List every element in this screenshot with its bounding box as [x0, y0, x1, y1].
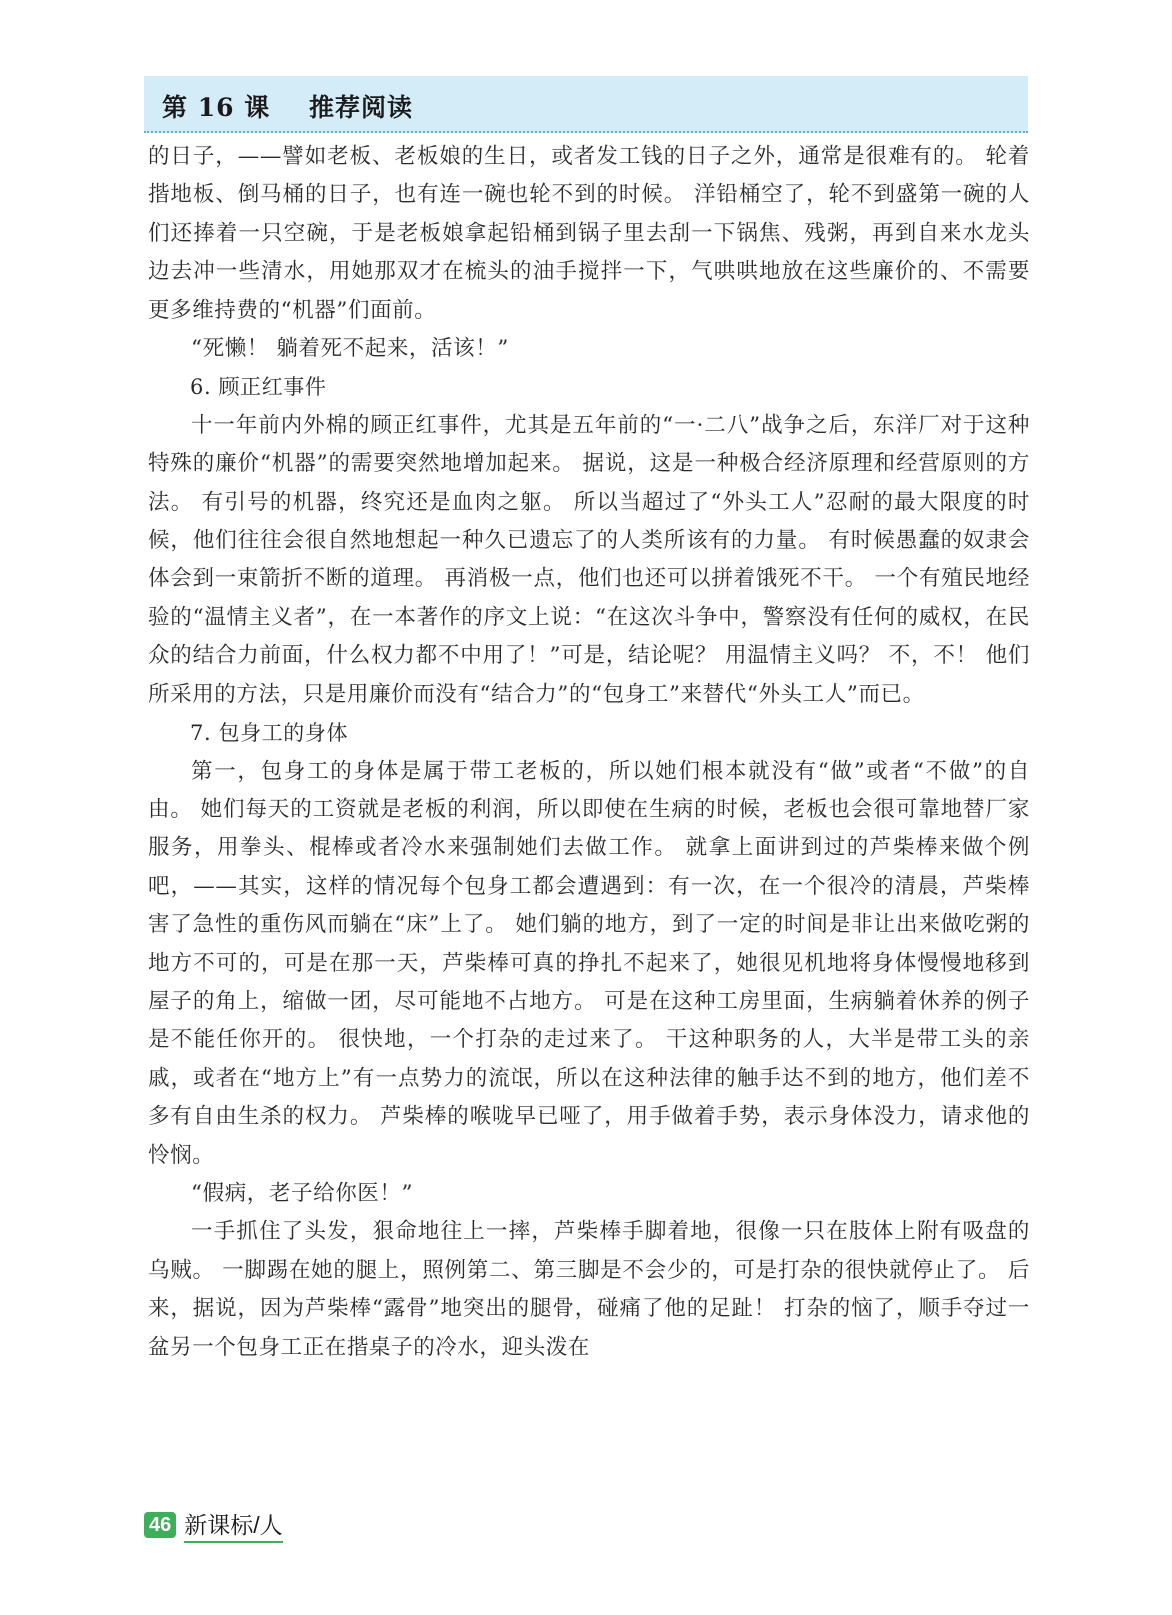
paragraph-4: 一手抓住了头发，狠命地往上一摔，芦柴棒手脚着地，很像一只在肢体上附有吸盘的乌贼。 一脚踢在她的腿上，照例第二、第三脚是不会少的，可是打杂的很快就停止了。 后来，据说，因为芦柴棒“露骨”地突出的腿骨，碰痛了他的足趾！ 打杂的恼了，顺手夺过一盆另一个包身工正在揩桌子的冷水，迎头泼在 — [148, 1219, 1030, 1360]
article-body — [148, 138, 1030, 1367]
series-label: 新课标/人 — [184, 1507, 282, 1543]
page-footer — [144, 1510, 283, 1540]
lesson-title: 第 16 课 推荐阅读 — [162, 93, 414, 122]
page-number: 46 — [144, 1512, 176, 1538]
quote-2: “假病，老子给你医！” — [191, 1180, 414, 1206]
paragraph-3: 第一，包身工的身体是属于带工老板的，所以她们根本就没有“做”或者“不做”的自由。 她们每天的工资就是老板的利润，所以即使在生病的时候，老板也会很可靠地替厂家服务，用拳头、棍棒或者冷水来强制她们去做工作。 就拿上面讲到过的芦柴棒来做个例吧，——其实，这样的情况每个包身工都会遭遇到：有一次，在一个很冷的清晨，芦柴棒害了急性的重伤风而躺在“床”上了。 她们躺的地方，到了一定的时间是非让出来做吃粥的地方不可的，可是在那一天，芦柴棒可真的挣扎不起来了，她很见机地将身体慢慢地移到屋子的角上，缩做一团，尽可能地不占地方。 可是在这种工房里面，生病躺着休养的例子是不能任你开的。 很快地，一个打杂的走过来了。 干这种职务的人，大半是带工头的亲戚，或者在“地方上”有一点势力的流氓，所以在这种法律的触手达不到的地方，他们差不多有自由生杀的权力。 芦柴棒的喉咙早已哑了，用手做着手势，表示身体没力，请求他的怜悯。 — [148, 758, 1030, 1168]
paragraph-1: 的日子，——譬如老板、老板娘的生日，或者发工钱的日子之外，通常是很难有的。 轮着揩地板、倒马桶的日子，也有连一碗也轮不到的时候。 洋铅桶空了，轮不到盛第一碗的人们还捧着一只空碗，于是老板娘拿起铅桶到锅子里去刮一下锅焦、残粥，再到自来水龙头边去冲一些清水，用她那双才在梳头的油手搅拌一下，气哄哄地放在这些廉价的、不需要更多维持费的“机器”们面前。 — [148, 144, 1030, 323]
quote-1: “死懒！ 躺着死不起来，活该！” — [191, 336, 509, 362]
lesson-header — [144, 76, 1028, 133]
section-heading-7: 7. 包身工的身体 — [190, 721, 349, 746]
section-heading-6: 6. 顾正红事件 — [190, 375, 327, 400]
paragraph-2: 十一年前内外棉的顾正红事件，尤其是五年前的“一·二八”战争之后，东洋厂对于这种特殊的廉价“机器”的需要突然地增加起来。 据说，这是一种极合经济原理和经营原则的方法。 有引号的机器，终究还是血肉之躯。 所以当超过了“外头工人”忍耐的最大限度的时候，他们往往会很自然地想起一种久已遗忘了的人类所该有的力量。 有时候愚蠢的奴隶会体会到一束箭折不断的道理。 再消极一点，他们也还可以拼着饿死不干。 一个有殖民地经验的“温情主义者”，在一本著作的序文上说：“在这次斗争中，警察没有任何的威权，在民众的结合力前面，什么权力都不中用了！”可是，结论呢？ 用温情主义吗？ 不，不！ 他们所采用的方法，只是用廉价而没有“结合力”的“包身工”来替代“外头工人”而已。 — [148, 412, 1030, 707]
